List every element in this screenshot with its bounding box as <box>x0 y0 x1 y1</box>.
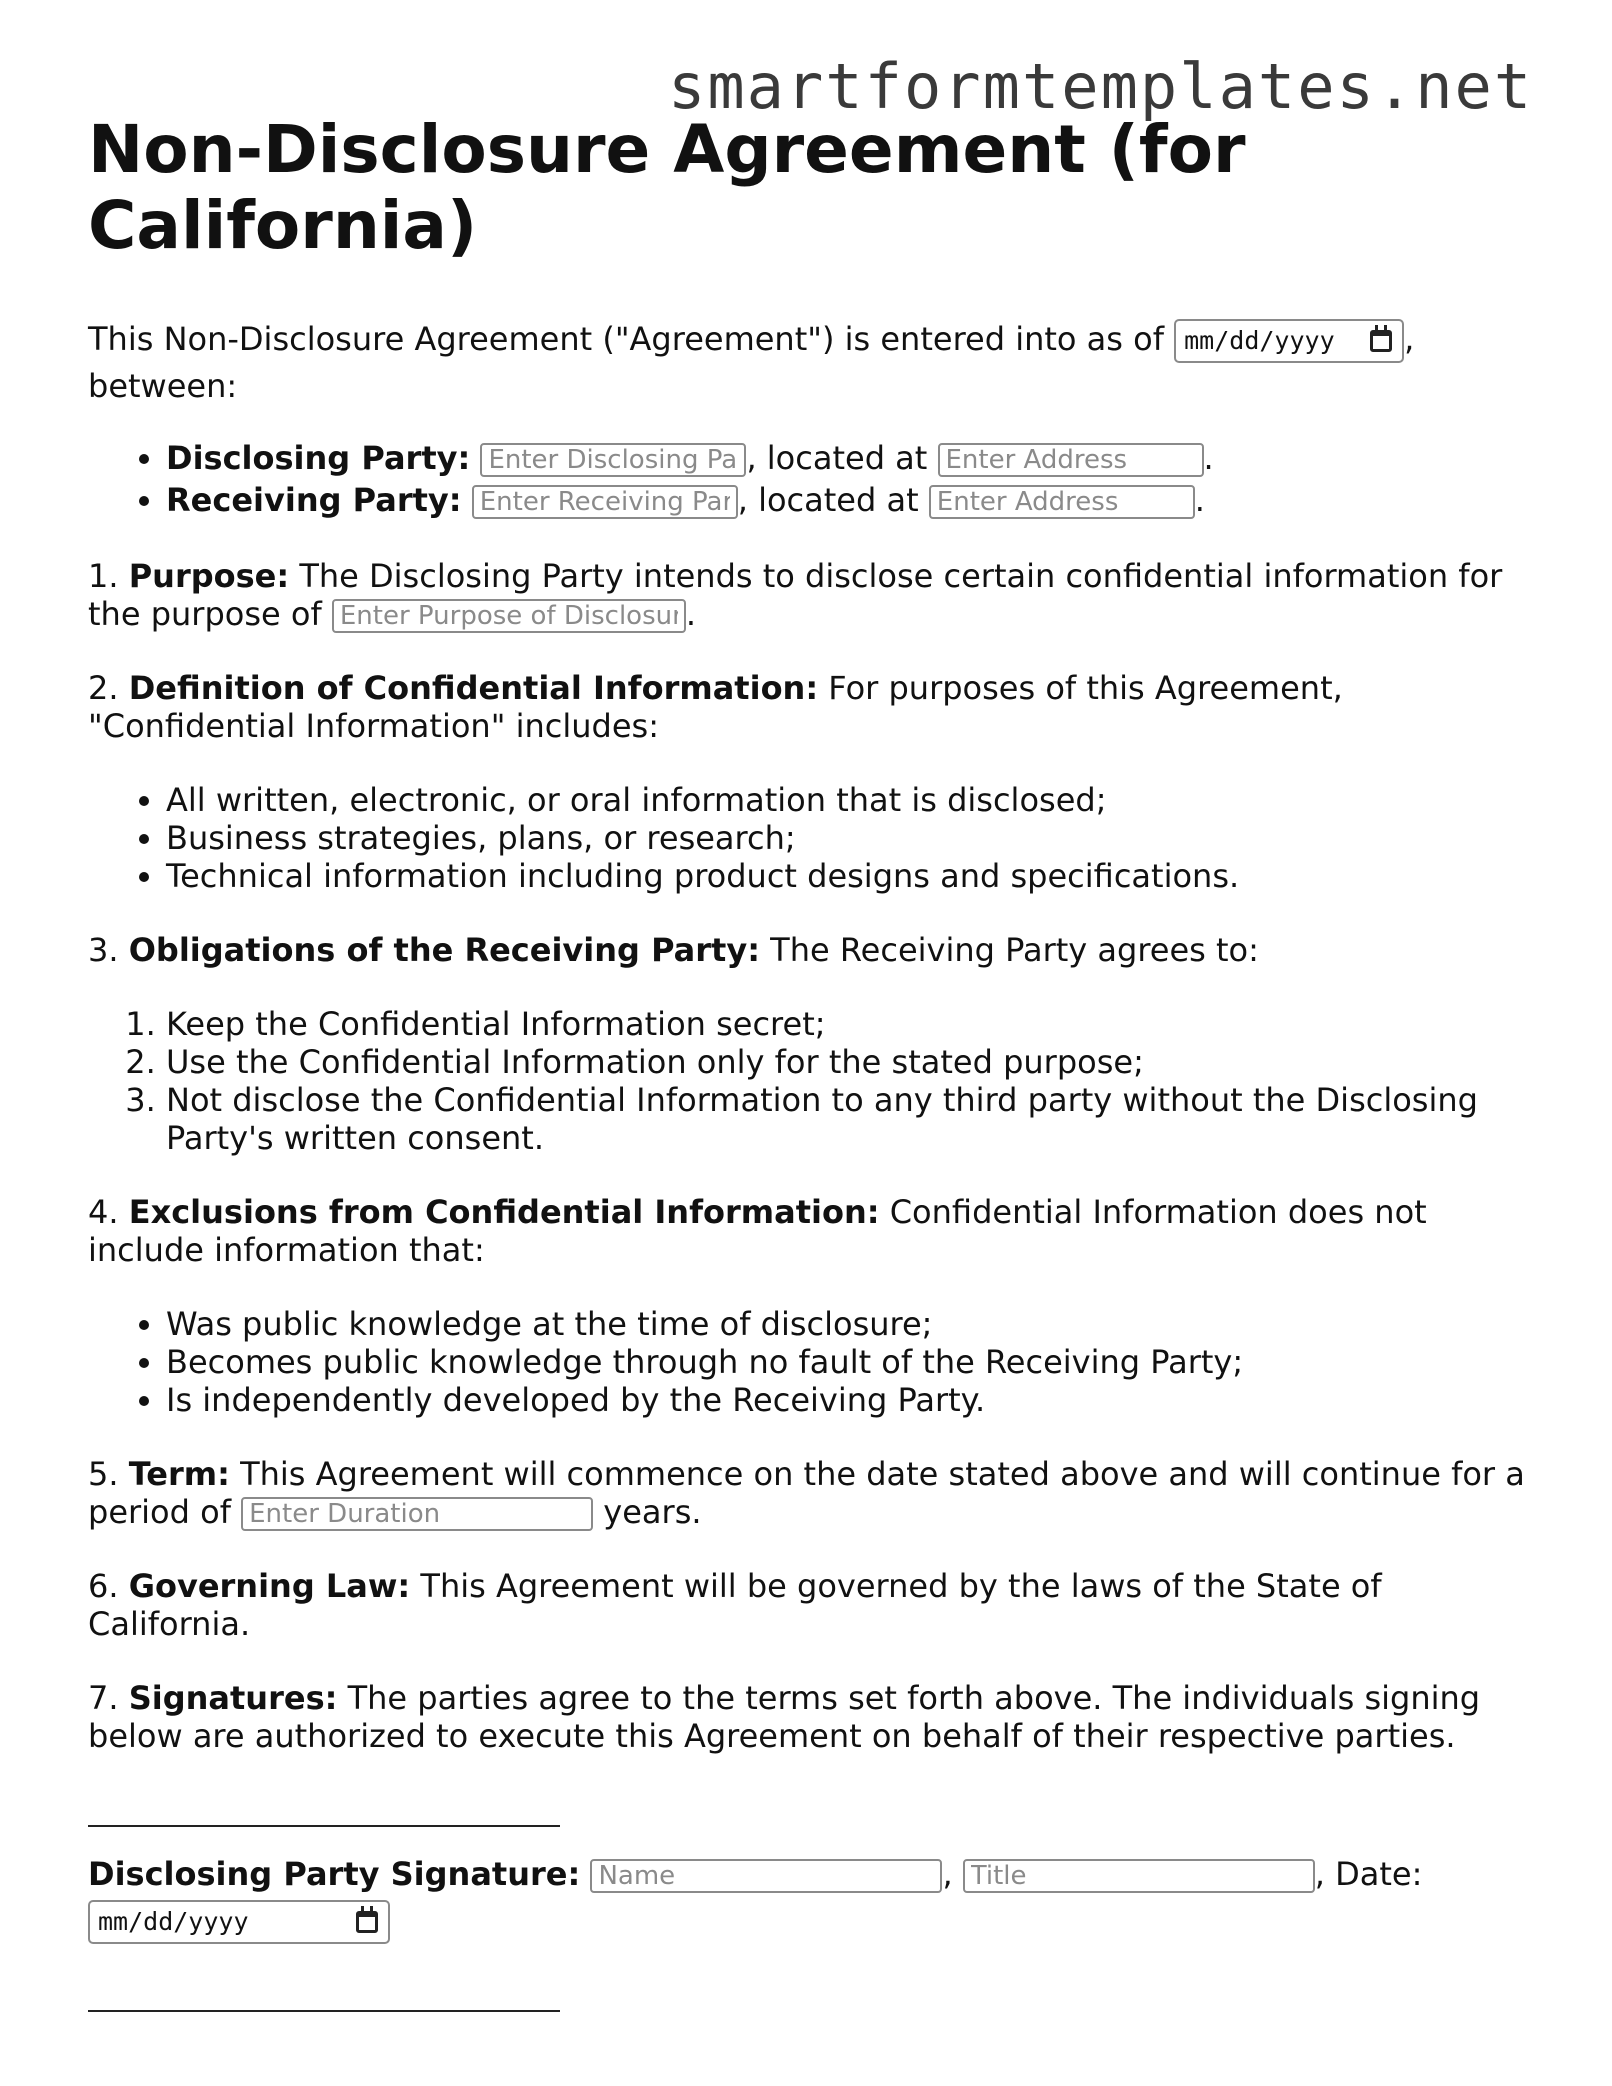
list-item: • Business strategies, plans, or research; <box>166 819 1528 857</box>
section-signatures <box>88 1679 1528 1755</box>
calendar-icon[interactable] <box>356 1911 378 1933</box>
section-term <box>88 1455 1528 1531</box>
signer-name-input[interactable] <box>590 1859 942 1893</box>
disclosing-party-address-input[interactable] <box>938 443 1204 477</box>
party-label: Disclosing Party: <box>166 439 471 477</box>
section-number: 1. <box>88 557 129 595</box>
list-item: • Technical information including product designs and specifications. <box>166 857 1528 895</box>
exclusions-list <box>88 1305 1528 1419</box>
section-heading: Purpose: <box>128 557 290 595</box>
obligations-list <box>88 1005 1528 1157</box>
section-text: This Agreement will be governed by the laws of the State of California. <box>88 1567 1382 1643</box>
list-item: • Was public knowledge at the time of disclosure; <box>166 1305 1528 1343</box>
period-text: . <box>685 595 697 633</box>
disclosing-party-name-input[interactable] <box>480 443 746 477</box>
document <box>88 112 1528 2012</box>
section-number: 2. <box>88 669 129 707</box>
comma-text: , <box>942 1855 963 1893</box>
party-label: Receiving Party: <box>166 481 462 519</box>
section-number: 7. <box>88 1679 129 1717</box>
list-item <box>166 479 1528 521</box>
section-number: 6. <box>88 1567 129 1605</box>
section-exclusions <box>88 1193 1528 1269</box>
section-heading: Signatures: <box>128 1679 338 1717</box>
duration-input[interactable] <box>241 1497 593 1531</box>
period-text: . <box>1194 481 1205 519</box>
receiving-party-address-input[interactable] <box>929 485 1195 519</box>
section-text: For purposes of this Agreement, "Confidential Information" includes: <box>88 669 1343 745</box>
section-definition <box>88 669 1528 745</box>
years-text: years. <box>593 1493 702 1531</box>
date-placeholder: mm/dd/yyyy <box>98 1907 249 1936</box>
date-label: , Date: <box>1314 1855 1423 1893</box>
purpose-input[interactable] <box>332 599 686 633</box>
section-heading: Term: <box>128 1455 230 1493</box>
calendar-icon[interactable] <box>1370 330 1392 352</box>
section-text: Confidential Information does not include information that: <box>88 1193 1427 1269</box>
signature-line <box>88 1825 560 1827</box>
section-purpose <box>88 557 1528 633</box>
section-heading: Obligations of the Receiving Party: <box>128 931 760 969</box>
section-number: 5. <box>88 1455 129 1493</box>
located-text: , located at <box>746 439 938 477</box>
list-item: • All written, electronic, or oral information that is disclosed; <box>166 781 1528 819</box>
section-text: The Receiving Party agrees to: <box>760 931 1259 969</box>
section-text: The parties agree to the terms set forth above. The individuals signing below are authorized to execute this Agreement on behalf of their respective parties. <box>88 1679 1481 1755</box>
section-text: This Agreement will commence on the date stated above and will continue for a period of <box>88 1455 1525 1531</box>
list-item: 1. Keep the Confidential Information secret; <box>166 1005 1528 1043</box>
section-heading: Definition of Confidential Information: <box>128 669 819 707</box>
intro-text: This Non-Disclosure Agreement ("Agreement") is entered into as of <box>88 320 1175 358</box>
definition-list <box>88 781 1528 895</box>
section-heading: Governing Law: <box>128 1567 411 1605</box>
signature-date-input[interactable] <box>88 1900 390 1944</box>
agreement-date-input[interactable] <box>1174 319 1404 363</box>
list-item <box>166 437 1528 479</box>
parties-list <box>88 437 1528 521</box>
signature-row <box>88 1851 1528 1944</box>
section-heading: Exclusions from Confidential Information: <box>128 1193 880 1231</box>
located-text: , located at <box>737 481 929 519</box>
list-item: 2. Use the Confidential Information only for the stated purpose; <box>166 1043 1528 1081</box>
watermark: smartformtemplates.net <box>668 50 1534 123</box>
section-governing-law <box>88 1567 1528 1643</box>
list-item: • Becomes public knowledge through no fault of the Receiving Party; <box>166 1343 1528 1381</box>
list-item: 3. Not disclose the Confidential Information to any third party without the Disclosing Party's written consent. <box>166 1081 1528 1157</box>
section-text: The Disclosing Party intends to disclose certain confidential information for the purpose of <box>88 557 1503 633</box>
section-number: 4. <box>88 1193 129 1231</box>
signer-title-input[interactable] <box>963 1859 1315 1893</box>
signature-line <box>88 2010 560 2012</box>
intro-text-end: , between: <box>88 320 1415 405</box>
intro-paragraph <box>88 316 1528 409</box>
receiving-party-name-input[interactable] <box>472 485 738 519</box>
period-text: . <box>1203 439 1214 477</box>
section-obligations <box>88 931 1528 969</box>
signature-label: Disclosing Party Signature: <box>88 1855 581 1893</box>
date-placeholder: mm/dd/yyyy <box>1184 326 1335 355</box>
page-title: Non-Disclosure Agreement (for California) <box>88 111 1246 264</box>
section-number: 3. <box>88 931 129 969</box>
list-item: • Is independently developed by the Receiving Party. <box>166 1381 1528 1419</box>
